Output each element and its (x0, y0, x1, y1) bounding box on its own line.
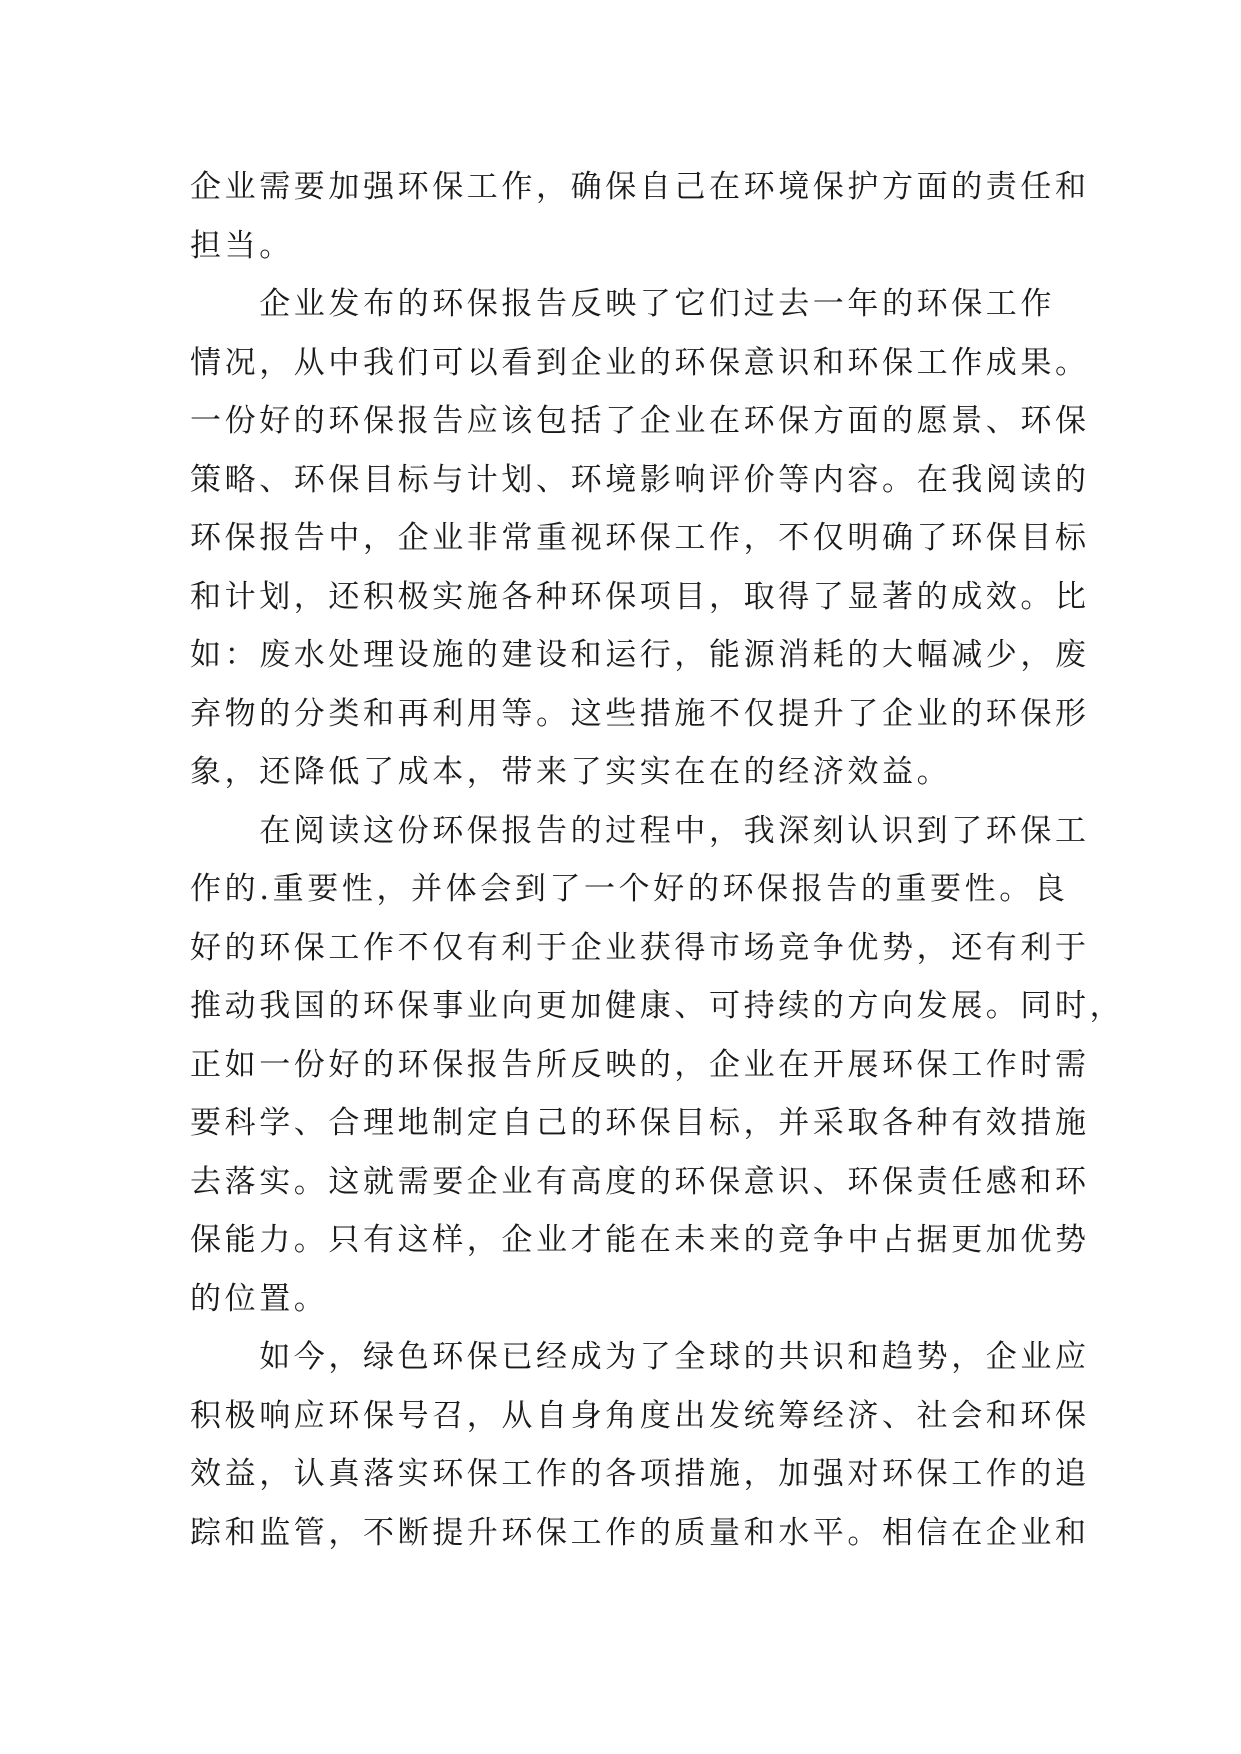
text-line: 推动我国的环保事业向更加健康、可持续的方向发展。同时， (190, 988, 1125, 1024)
text-line: 企业发布的环保报告反映了它们过去一年的环保工作 (190, 286, 1055, 322)
text-line: 环保报告中，企业非常重视环保工作，不仅明确了环保目标 (190, 520, 1090, 556)
text-line: 的位置。 (190, 1280, 329, 1317)
text-line: 和计划，还积极实施各种环保项目，取得了显著的成效。比 (190, 578, 1090, 615)
text-line: 积极响应环保号召，从自身角度出发统筹经济、社会和环保 (190, 1397, 1090, 1434)
text-line: 作的.重要性，并体会到了一个好的环保报告的重要性。良 (190, 871, 1069, 907)
text-line: 正如一份好的环保报告所反映的，企业在开展环保工作时需 (190, 1046, 1090, 1083)
text-line: 去落实。这就需要企业有高度的环保意识、环保责任感和环 (190, 1163, 1090, 1200)
text-line: 在阅读这份环保报告的过程中，我深刻认识到了环保工 (190, 812, 1090, 849)
text-line: 如：废水处理设施的建设和运行，能源消耗的大幅减少，废 (190, 637, 1090, 673)
text-line: 踪和监管，不断提升环保工作的质量和水平。相信在企业和 (190, 1514, 1090, 1551)
text-line: 企业需要加强环保工作，确保自己在环境保护方面的责任和 (190, 169, 1090, 205)
text-line: 象，还降低了成本，带来了实实在在的经济效益。 (190, 754, 952, 790)
text-line: 担当。 (190, 227, 294, 264)
text-line: 弃物的分类和再利用等。这些措施不仅提升了企业的环保形 (190, 695, 1090, 732)
text-line: 情况，从中我们可以看到企业的环保意识和环保工作成果。 (190, 344, 1090, 381)
text-line: 保能力。只有这样，企业才能在未来的竞争中占据更加优势 (190, 1222, 1090, 1258)
body-text (190, 158, 1125, 1562)
text-line: 如今，绿色环保已经成为了全球的共识和趋势，企业应 (190, 1339, 1090, 1375)
text-line: 效益，认真落实环保工作的各项措施，加强对环保工作的追 (190, 1456, 1090, 1492)
text-line: 策略、环保目标与计划、环境影响评价等内容。在我阅读的 (190, 461, 1090, 498)
text-line: 好的环保工作不仅有利于企业获得市场竞争优势，还有利于 (190, 929, 1090, 966)
text-line: 要科学、合理地制定自己的环保目标，并采取各种有效措施 (190, 1105, 1090, 1141)
text-line: 一份好的环保报告应该包括了企业在环保方面的愿景、环保 (190, 403, 1090, 439)
